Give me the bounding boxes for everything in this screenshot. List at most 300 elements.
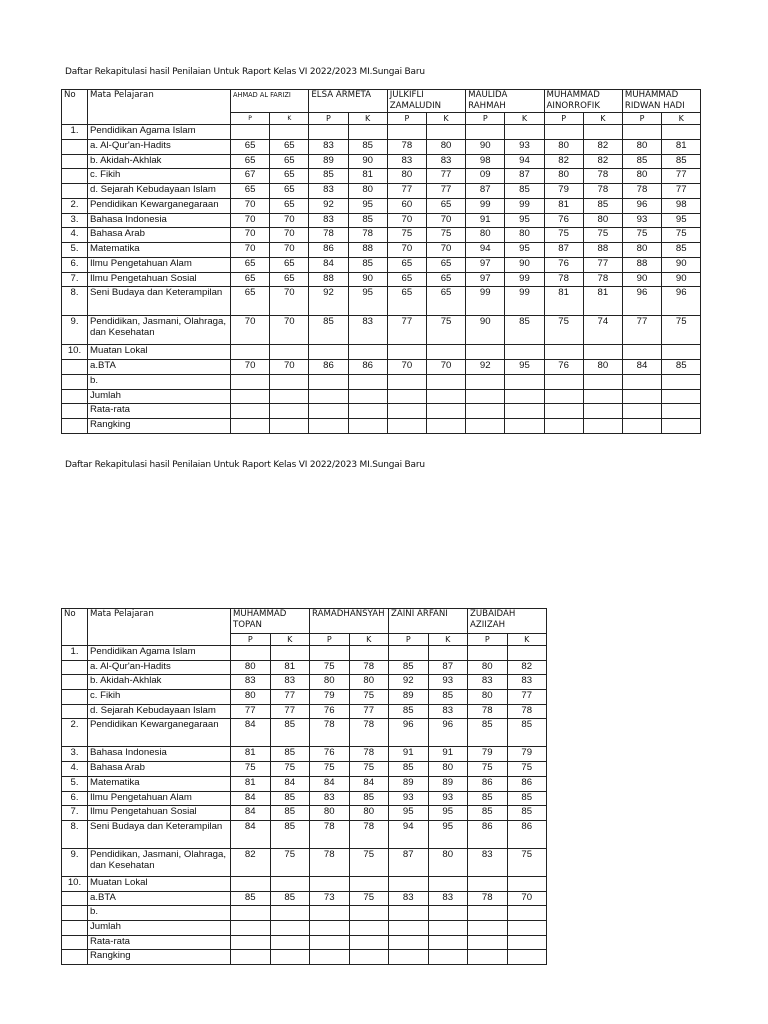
score-cell: 90 (466, 316, 505, 345)
score-cell (309, 374, 348, 389)
score-cell (507, 920, 547, 935)
subject-name: Matematika (88, 243, 231, 258)
score-cell: 82 (583, 154, 622, 169)
score-cell (583, 389, 622, 404)
score-cell: 82 (583, 139, 622, 154)
score-cell (349, 906, 389, 921)
score-cell: 70 (270, 228, 309, 243)
subject-name: Ilmu Pengetahuan Sosial (88, 806, 231, 821)
subject-name: d. Sejarah Kebudayaan Islam (88, 184, 231, 199)
subject-name: Pendidikan Kewarganegaraan (88, 719, 231, 747)
k-column-header: K (583, 113, 622, 125)
score-cell: 76 (310, 704, 350, 719)
score-cell (507, 876, 547, 891)
score-cell: 82 (544, 154, 583, 169)
score-cell (270, 419, 309, 434)
score-cell: 86 (507, 820, 547, 848)
score-cell: 85 (270, 747, 310, 762)
score-cell (231, 389, 270, 404)
score-cell: 85 (389, 704, 429, 719)
score-cell: 80 (544, 169, 583, 184)
score-cell: 79 (310, 690, 350, 705)
score-cell: 79 (507, 747, 547, 762)
row-number (62, 690, 88, 705)
score-cell: 81 (231, 776, 271, 791)
score-cell (662, 374, 701, 389)
score-cell (505, 374, 544, 389)
score-cell: 80 (310, 675, 350, 690)
subject-name: b. (88, 374, 231, 389)
score-cell (466, 374, 505, 389)
score-cell: 99 (505, 272, 544, 287)
score-cell: 65 (387, 257, 426, 272)
score-cell: 65 (231, 184, 270, 199)
score-cell: 95 (505, 213, 544, 228)
row-number (62, 404, 88, 419)
subject-name: Ilmu Pengetahuan Alam (88, 791, 231, 806)
score-cell: 70 (231, 360, 270, 375)
score-cell: 95 (428, 820, 468, 848)
score-cell (387, 374, 426, 389)
table-2-caption: Daftar Rekapitulasi hasil Penilaian Untuk Raport Kelas VI 2022/2023 MI.Sungai Baru (65, 460, 425, 470)
score-cell: 80 (387, 169, 426, 184)
subject-name: a. Al-Qur'an-Hadits (88, 660, 231, 675)
subject-name: Jumlah (88, 389, 231, 404)
score-cell: 74 (583, 316, 622, 345)
score-cell: 75 (544, 228, 583, 243)
score-cell: 80 (622, 169, 661, 184)
row-number: 10. (62, 876, 88, 891)
k-column-header: K (428, 634, 468, 646)
student-name-header: MUHAMMAD TOPAN (231, 609, 310, 634)
row-number: 8. (62, 287, 88, 316)
score-cell (583, 125, 622, 140)
score-cell: 80 (622, 139, 661, 154)
table-row (62, 806, 547, 821)
score-cell (348, 374, 387, 389)
table-row (62, 287, 701, 316)
score-cell: 65 (231, 272, 270, 287)
row-number (62, 891, 88, 906)
score-cell: 89 (309, 154, 348, 169)
score-cell: 92 (309, 287, 348, 316)
score-cell: 83 (428, 891, 468, 906)
subject-name: Ilmu Pengetahuan Sosial (88, 272, 231, 287)
k-column-header: K (270, 113, 309, 125)
score-cell: 70 (387, 213, 426, 228)
row-number (62, 360, 88, 375)
score-cell: 96 (389, 719, 429, 747)
score-cell: 85 (270, 820, 310, 848)
subject-name: c. Fikih (88, 690, 231, 705)
subject-name: b. (88, 906, 231, 921)
score-cell (426, 389, 465, 404)
score-cell: 78 (468, 891, 508, 906)
k-column-header: K (662, 113, 701, 125)
score-cell (389, 906, 429, 921)
score-cell: 81 (348, 169, 387, 184)
score-cell (468, 906, 508, 921)
score-cell (310, 935, 350, 950)
score-cell: 87 (389, 848, 429, 876)
row-number (62, 184, 88, 199)
score-cell (270, 920, 310, 935)
row-number (62, 950, 88, 965)
score-cell (507, 935, 547, 950)
score-cell: 78 (349, 747, 389, 762)
score-cell: 83 (468, 848, 508, 876)
score-cell: 77 (662, 169, 701, 184)
score-cell: 76 (544, 213, 583, 228)
row-number: 3. (62, 213, 88, 228)
score-cell (310, 906, 350, 921)
score-cell: 84 (231, 719, 271, 747)
score-cell: 85 (468, 719, 508, 747)
score-cell: 90 (348, 154, 387, 169)
p-column-header: P (231, 113, 270, 125)
score-cell: 80 (505, 228, 544, 243)
score-cell: 81 (583, 287, 622, 316)
score-cell: 87 (544, 243, 583, 258)
student-name-header: RAMADHANSYAH (310, 609, 389, 634)
table-row (62, 704, 547, 719)
score-cell: 60 (387, 198, 426, 213)
row-number: 1. (62, 125, 88, 140)
score-cell: 78 (310, 848, 350, 876)
table-row (62, 848, 547, 876)
score-cell (622, 404, 661, 419)
subject-name: Ilmu Pengetahuan Alam (88, 257, 231, 272)
score-cell: 83 (507, 675, 547, 690)
score-cell (544, 345, 583, 360)
score-cell: 85 (505, 316, 544, 345)
score-cell (426, 374, 465, 389)
row-number (62, 419, 88, 434)
table-row (62, 820, 547, 848)
score-cell: 96 (662, 287, 701, 316)
row-number (62, 704, 88, 719)
row-number: 1. (62, 646, 88, 661)
p-column-header: P (309, 113, 348, 125)
score-cell: 95 (348, 287, 387, 316)
score-cell: 75 (310, 660, 350, 675)
score-cell: 83 (426, 154, 465, 169)
score-cell (310, 646, 350, 661)
score-cell: 90 (466, 139, 505, 154)
score-cell: 88 (583, 243, 622, 258)
score-cell: 80 (428, 762, 468, 777)
score-cell (348, 389, 387, 404)
table-row (62, 762, 547, 777)
column-header-no: No (62, 90, 88, 125)
subject-name: Pendidikan, Jasmani, Olahraga, dan Kesehatan (88, 316, 231, 345)
row-number (62, 139, 88, 154)
score-cell: 70 (387, 360, 426, 375)
score-cell: 84 (231, 820, 271, 848)
score-cell: 78 (309, 228, 348, 243)
score-cell (426, 345, 465, 360)
score-cell: 70 (426, 243, 465, 258)
row-number: 7. (62, 806, 88, 821)
row-number: 10. (62, 345, 88, 360)
score-cell: 98 (662, 198, 701, 213)
score-cell (505, 404, 544, 419)
score-cell: 96 (622, 287, 661, 316)
score-cell: 84 (310, 776, 350, 791)
row-number: 2. (62, 198, 88, 213)
score-cell (583, 374, 622, 389)
score-cell: 91 (466, 213, 505, 228)
p-column-header: P (387, 113, 426, 125)
score-cell: 75 (387, 228, 426, 243)
row-number (62, 169, 88, 184)
score-cell (622, 125, 661, 140)
table-row (62, 404, 701, 419)
score-cell: 99 (466, 287, 505, 316)
score-cell (231, 125, 270, 140)
score-cell: 85 (507, 791, 547, 806)
score-cell (662, 419, 701, 434)
score-cell (387, 404, 426, 419)
row-number: 6. (62, 791, 88, 806)
score-cell (349, 950, 389, 965)
score-cell: 75 (468, 762, 508, 777)
score-cell (389, 920, 429, 935)
score-cell: 80 (349, 806, 389, 821)
score-cell (544, 389, 583, 404)
row-number: 6. (62, 257, 88, 272)
subject-name: Jumlah (88, 920, 231, 935)
subject-name: Bahasa Arab (88, 762, 231, 777)
score-cell (583, 345, 622, 360)
score-cell (231, 935, 271, 950)
score-cell: 80 (426, 139, 465, 154)
score-cell: 80 (583, 213, 622, 228)
score-cell (466, 419, 505, 434)
score-cell (426, 125, 465, 140)
score-cell (468, 935, 508, 950)
score-cell: 86 (468, 776, 508, 791)
score-cell: 85 (505, 184, 544, 199)
score-cell: 80 (348, 184, 387, 199)
score-cell (428, 646, 468, 661)
score-cell: 80 (231, 660, 271, 675)
score-cell: 80 (466, 228, 505, 243)
table-row (62, 906, 547, 921)
score-cell (466, 125, 505, 140)
table-row (62, 139, 701, 154)
score-cell: 70 (387, 243, 426, 258)
score-cell: 81 (231, 747, 271, 762)
k-column-header: K (505, 113, 544, 125)
table-row (62, 169, 701, 184)
score-cell (426, 419, 465, 434)
score-cell: 96 (622, 198, 661, 213)
score-cell: 82 (231, 848, 271, 876)
score-cell (622, 389, 661, 404)
score-cell: 65 (426, 198, 465, 213)
score-cell (348, 419, 387, 434)
score-cell: 70 (426, 360, 465, 375)
score-cell: 80 (468, 690, 508, 705)
row-number: 5. (62, 776, 88, 791)
score-cell: 75 (270, 848, 310, 876)
score-cell (583, 419, 622, 434)
score-cell: 78 (583, 184, 622, 199)
row-number (62, 920, 88, 935)
score-cell: 77 (387, 184, 426, 199)
p-column-header: P (389, 634, 429, 646)
subject-name: Bahasa Indonesia (88, 213, 231, 228)
score-cell: 77 (622, 316, 661, 345)
score-cell: 65 (270, 139, 309, 154)
score-cell (389, 876, 429, 891)
score-cell: 77 (507, 690, 547, 705)
score-cell: 75 (426, 228, 465, 243)
score-cell: 78 (544, 272, 583, 287)
score-cell: 75 (426, 316, 465, 345)
score-cell (389, 950, 429, 965)
score-cell: 85 (389, 660, 429, 675)
score-cell: 86 (348, 360, 387, 375)
subject-name: Pendidikan, Jasmani, Olahraga, dan Kesehatan (88, 848, 231, 876)
score-cell (309, 389, 348, 404)
score-cell: 88 (622, 257, 661, 272)
score-cell: 95 (662, 213, 701, 228)
score-cell: 78 (583, 169, 622, 184)
score-cell: 87 (466, 184, 505, 199)
score-cell: 70 (231, 213, 270, 228)
score-cell: 89 (389, 690, 429, 705)
score-cell: 98 (466, 154, 505, 169)
score-cell: 94 (466, 243, 505, 258)
score-cell: 65 (426, 257, 465, 272)
score-cell: 84 (231, 791, 271, 806)
score-cell: 09 (466, 169, 505, 184)
score-cell: 85 (662, 360, 701, 375)
score-cell (231, 920, 271, 935)
score-cell: 84 (309, 257, 348, 272)
row-number: 2. (62, 719, 88, 747)
table-row (62, 646, 547, 661)
score-cell: 85 (468, 791, 508, 806)
table-row (62, 690, 547, 705)
score-cell: 80 (310, 806, 350, 821)
table-row (62, 272, 701, 287)
student-name-header: JULKIFLI ZAMALUDIN (387, 90, 465, 113)
score-cell: 87 (428, 660, 468, 675)
score-cell: 83 (309, 139, 348, 154)
table-row (62, 950, 547, 965)
score-cell: 89 (389, 776, 429, 791)
score-cell: 85 (309, 169, 348, 184)
score-cell: 86 (468, 820, 508, 848)
score-cell: 84 (231, 806, 271, 821)
score-cell: 67 (231, 169, 270, 184)
score-cell: 80 (349, 675, 389, 690)
score-cell: 83 (348, 316, 387, 345)
score-cell: 77 (387, 316, 426, 345)
score-cell: 70 (231, 316, 270, 345)
table-row (62, 776, 547, 791)
score-cell: 78 (387, 139, 426, 154)
table-row (62, 419, 701, 434)
score-cell (270, 876, 310, 891)
score-cell: 80 (544, 139, 583, 154)
subject-name: b. Akidah-Akhlak (88, 675, 231, 690)
score-cell: 65 (270, 198, 309, 213)
score-cell: 85 (348, 139, 387, 154)
table-row (62, 920, 547, 935)
table-row (62, 389, 701, 404)
score-cell: 97 (466, 257, 505, 272)
score-cell: 80 (231, 690, 271, 705)
score-cell: 79 (544, 184, 583, 199)
score-cell (468, 646, 508, 661)
k-column-header: K (348, 113, 387, 125)
table-row (62, 747, 547, 762)
score-cell: 85 (270, 891, 310, 906)
score-cell: 96 (428, 719, 468, 747)
score-cell (231, 419, 270, 434)
score-cell (231, 906, 271, 921)
score-cell (466, 389, 505, 404)
score-cell: 75 (349, 891, 389, 906)
score-cell: 78 (349, 660, 389, 675)
score-cell: 75 (507, 848, 547, 876)
score-cell (270, 906, 310, 921)
score-cell (505, 125, 544, 140)
k-column-header: K (270, 634, 310, 646)
table-row (62, 228, 701, 243)
score-cell: 85 (309, 316, 348, 345)
score-cell: 99 (466, 198, 505, 213)
score-cell: 94 (389, 820, 429, 848)
score-cell: 75 (583, 228, 622, 243)
score-cell: 77 (426, 169, 465, 184)
score-cell: 81 (662, 139, 701, 154)
table-row (62, 125, 701, 140)
score-cell: 85 (622, 154, 661, 169)
score-cell: 75 (349, 690, 389, 705)
score-cell: 75 (622, 228, 661, 243)
grade-table-1 (61, 89, 701, 434)
subject-name: Matematika (88, 776, 231, 791)
score-cell: 78 (310, 820, 350, 848)
score-cell: 65 (426, 272, 465, 287)
student-name-header: AHMAD AL FARIZI (231, 90, 309, 113)
score-cell: 65 (270, 272, 309, 287)
score-cell (270, 345, 309, 360)
subject-name: Pendidikan Agama Islam (88, 125, 231, 140)
table-row (62, 360, 701, 375)
score-cell: 83 (389, 891, 429, 906)
score-cell: 70 (270, 316, 309, 345)
score-cell: 70 (231, 243, 270, 258)
score-cell (662, 125, 701, 140)
score-cell: 70 (270, 243, 309, 258)
score-cell: 75 (662, 316, 701, 345)
score-cell (270, 950, 310, 965)
score-cell: 84 (622, 360, 661, 375)
score-cell (349, 935, 389, 950)
score-cell: 77 (583, 257, 622, 272)
score-cell (428, 935, 468, 950)
score-cell: 70 (507, 891, 547, 906)
score-cell: 70 (426, 213, 465, 228)
score-cell: 84 (349, 776, 389, 791)
score-cell (468, 950, 508, 965)
